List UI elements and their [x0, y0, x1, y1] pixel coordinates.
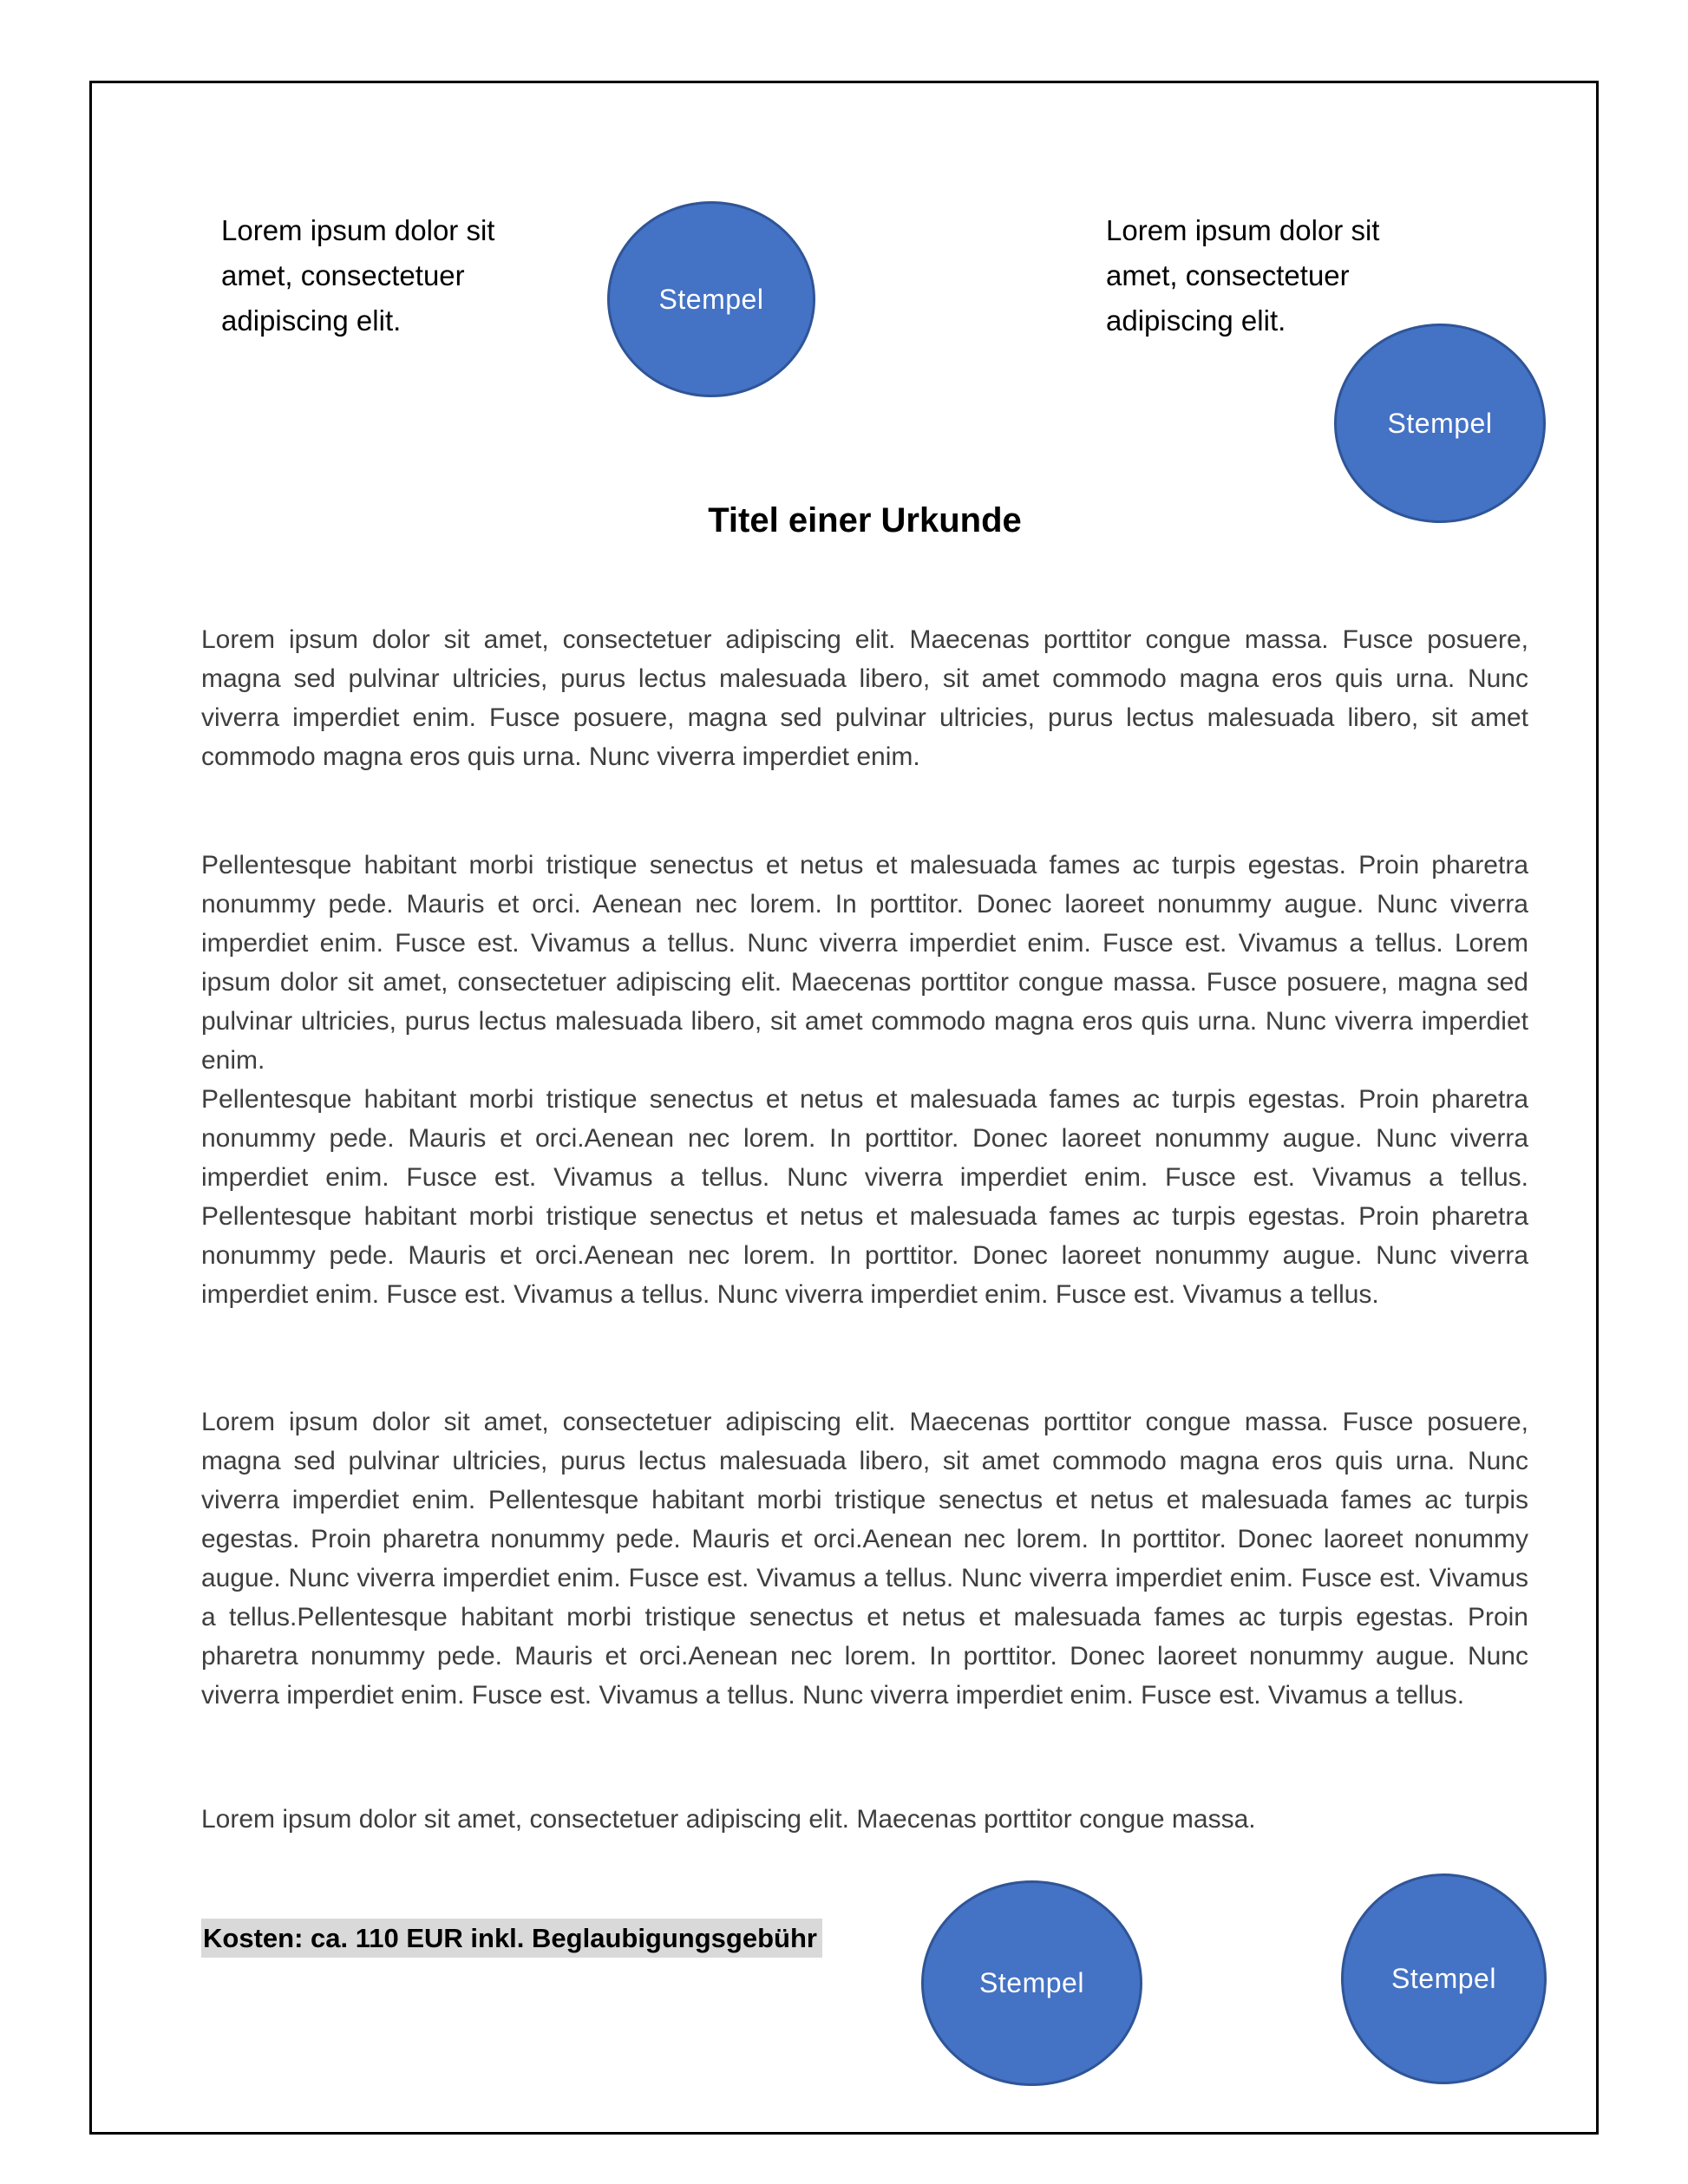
body-paragraph-1: Lorem ipsum dolor sit amet, consectetuer adipiscing elit. Maecenas porttitor congue massa. Fusce posuere, magna sed pulvinar ultricies, purus lectus malesuada libero, sit amet commodo magna eros quis urna. Nunc viverra imperdiet enim. Fusce posuere, magna sed pulvinar ultricies, purus lectus malesuada libero, sit amet commodo magna eros quis urna. Nunc viverra imperdiet enim. — [201, 625, 1528, 771]
stamp-bottom-left-label: Stempel — [979, 1967, 1084, 1998]
stamp-top-right — [1334, 324, 1546, 523]
body-paragraph-2a: Pellentesque habitant morbi tristique senectus et netus et malesuada fames ac turpis egestas. Proin pharetra nonummy pede. Mauris et orci. Aenean nec lorem. In porttitor. Donec laoreet nonummy augue. Nunc viverra imperdiet enim. Fusce est. Vivamus a tellus. Nunc viverra imperdiet enim. Fusce est. Vivamus a tellus. Lorem ipsum dolor sit amet, consectetuer adipiscing elit. Maecenas porttitor congue massa. Fusce posuere, magna sed pulvinar ultricies, purus lectus malesuada libero, sit amet commodo magna eros quis urna. Nunc viverra imperdiet enim. — [201, 851, 1528, 1075]
stamp-bottom-left — [921, 1880, 1142, 2086]
cost-note — [201, 1919, 822, 1958]
document-title: Titel einer Urkunde — [708, 501, 1022, 539]
corner-note-right: Lorem ipsum dolor sit amet, consectetuer adipiscing elit. — [1106, 214, 1380, 337]
stamp-top-center — [607, 201, 815, 397]
cost-note-highlight: Kosten: ca. 110 EUR inkl. Beglaubigungsgebühr — [201, 1919, 822, 1958]
body-paragraph-2b: Pellentesque habitant morbi tristique senectus et netus et malesuada fames ac turpis egestas. Proin pharetra nonummy pede. Mauris et orci.Aenean nec lorem. In porttitor. Donec laoreet nonummy augue. Nunc viverra imperdiet enim. Fusce est. Vivamus a tellus. Nunc viverra imperdiet enim. Fusce est. Vivamus a tellus. Pellentesque habitant morbi tristique senectus et netus et malesuada fames ac turpis egestas. Proin pharetra nonummy pede. Mauris et orci.Aenean nec lorem. In porttitor. Donec laoreet nonummy augue. Nunc viverra imperdiet enim. Fusce est. Vivamus a tellus. Nunc viverra imperdiet enim. Fusce est. Vivamus a tellus. — [201, 1085, 1528, 1309]
stamp-top-right-label: Stempel — [1387, 407, 1493, 439]
stamp-bottom-right-label: Stempel — [1391, 1963, 1496, 1994]
stamp-bottom-right — [1341, 1873, 1547, 2084]
body-paragraph-2 — [201, 846, 1528, 1314]
body-paragraph-3: Lorem ipsum dolor sit amet, consectetuer adipiscing elit. Maecenas porttitor congue massa. Fusce posuere, magna sed pulvinar ultricies, purus lectus malesuada libero, sit amet commodo magna eros quis urna. Nunc viverra imperdiet enim. Pellentesque habitant morbi tristique senectus et netus et malesuada fames ac turpis egestas. Proin pharetra nonummy pede. Mauris et orci.Aenean nec lorem. In porttitor. Donec laoreet nonummy augue. Nunc viverra imperdiet enim. Fusce est. Vivamus a tellus. Nunc viverra imperdiet enim. Fusce est. Vivamus a tellus.Pellentesque habitant morbi tristique senectus et netus et malesuada fames ac turpis egestas. Proin pharetra nonummy pede. Mauris et orci.Aenean nec lorem. In porttitor. Donec laoreet nonummy augue. Nunc viverra imperdiet enim. Fusce est. Vivamus a tellus. Nunc viverra imperdiet enim. Fusce est. Vivamus a tellus. — [201, 1408, 1528, 1710]
body-paragraph-4: Lorem ipsum dolor sit amet, consectetuer adipiscing elit. Maecenas porttitor congue massa. — [201, 1805, 1256, 1834]
corner-note-left: Lorem ipsum dolor sit amet, consectetuer adipiscing elit. — [221, 214, 495, 337]
stamp-top-center-label: Stempel — [658, 283, 764, 315]
